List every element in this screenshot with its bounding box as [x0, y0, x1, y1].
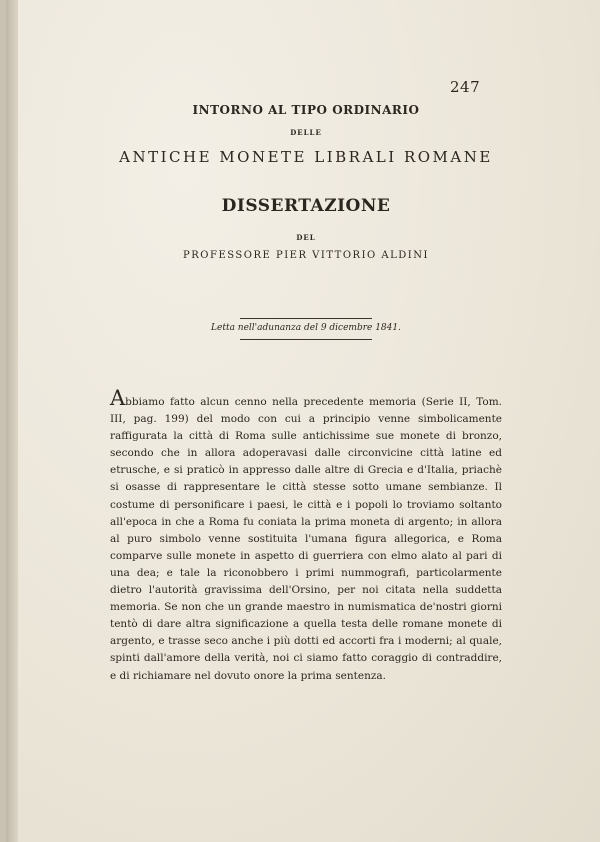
body-paragraph: [110, 386, 502, 685]
page-number: 247: [450, 78, 481, 96]
author-name: PROFESSORE PIER VITTORIO ALDINI: [183, 250, 429, 261]
divider-top: [240, 318, 372, 319]
main-title: ANTICHE MONETE LIBRALI ROMANE: [119, 148, 493, 166]
title-line-1: INTORNO AL TIPO ORDINARIO: [192, 103, 420, 117]
initial-letter: A: [110, 386, 126, 410]
document-type-title: DISSERTAZIONE: [221, 196, 391, 216]
binding-edge: [6, 0, 18, 842]
document-page: [6, 0, 600, 842]
title-line-2: DELLE: [290, 128, 322, 137]
reading-note: Letta nell'adunanza del 9 dicembre 1841.: [211, 323, 401, 333]
author-preposition: DEL: [296, 233, 316, 242]
paragraph-text: bbiamo fatto alcun cenno nella precedente memoria (Serie II, Tom. III, pag. 199) del modo con cui a principio venne simbolicamente raffigurata la città di Roma sulle antichissime sue monete di bronzo, secondo che in allora adoperavasi dalle circonvicine città latine ed etrusche, e si praticò in appresso dalle altre di Grecia e d'Italia, priachè si osasse di rappresentare le città stesse sotto umane sembianze. Il costume di personificare i paesi, le città e i popoli lo troviamo soltanto all'epoca in che a Roma fu coniata la prima moneta di argento; in allora al puro simbolo venne sostituita l'umana figura allegorica, e Roma comparve sulle monete in aspetto di guerriera con elmo alato al pari di una dea; e tale la riconobbero i primi nummografi, particolarmente dietro l'autorità gravissima dell'Orsino, per noi citata nella suddetta memoria. Se non che un grande maestro in numismatica de'nostri giorni tentò di dare altra significazione a quella testa delle romane monete di argento, e trasse seco anche i più dotti ed accorti fra i moderni; al quale, spinti dall'amore della verità, noi ci siamo fatto coraggio di contraddire, e di richiamare nel dovuto onore la prima sentenza.: [110, 396, 502, 682]
divider-bottom: [240, 339, 372, 340]
